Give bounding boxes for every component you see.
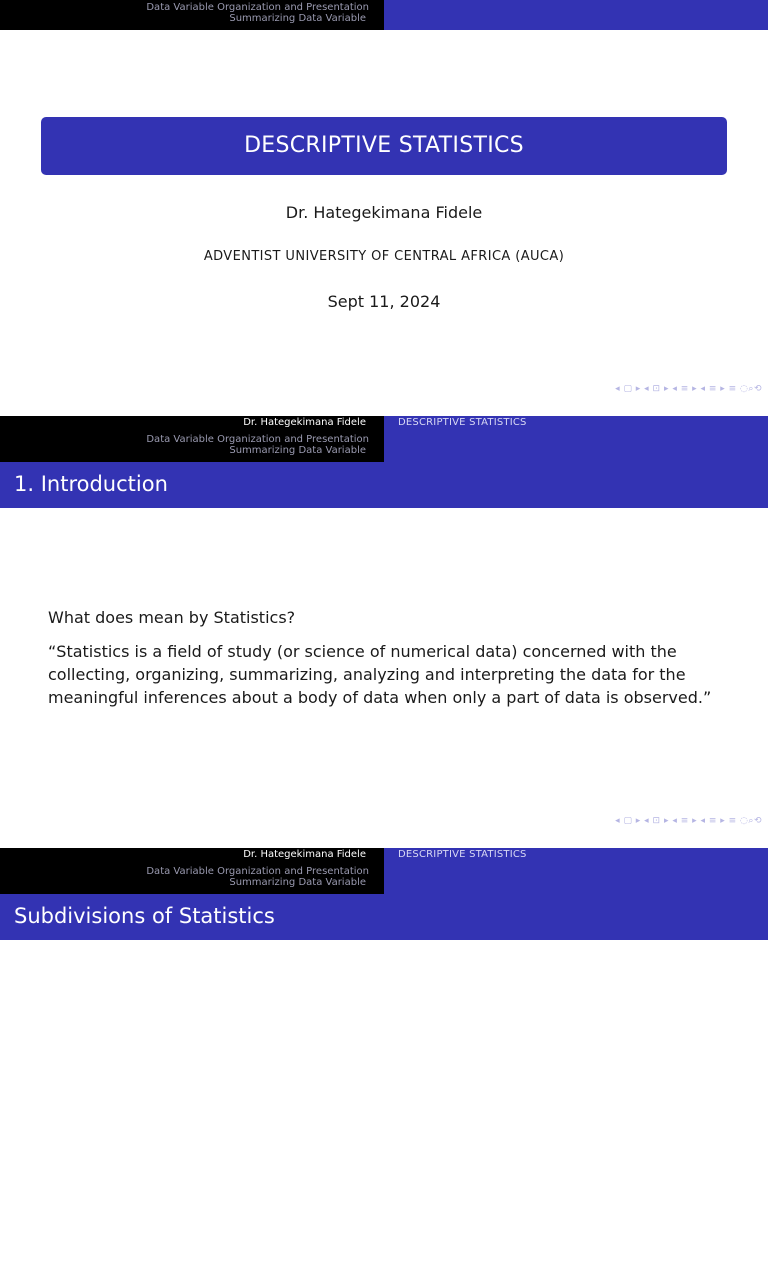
nav-section-organization[interactable]: Data Variable Organization and Presentation [146,2,369,13]
title-author: Dr. Hategekimana Fidele [285,203,483,222]
headline-bar [0,416,768,462]
title-date: Sept 11, 2024 [327,292,441,311]
title-box [41,117,727,175]
nav-section-summarizing[interactable]: Summarizing Data Variable [229,445,366,456]
headline-right [384,416,768,462]
slide-title [0,0,768,416]
headline-left [0,0,384,30]
frame-title: 1. Introduction [14,472,168,496]
headline-title: DESCRIPTIVE STATISTICS [398,417,527,428]
headline-bar [0,0,768,30]
headline-title: DESCRIPTIVE STATISTICS [398,849,527,860]
headline-bar [0,848,768,894]
nav-section-organization[interactable]: Data Variable Organization and Presentation [146,434,369,445]
headline-left [0,416,384,462]
frame-title-bar [0,462,768,508]
navigation-symbols[interactable]: ◂ ▢ ▸ ◂ ⊡ ▸ ◂ ≡ ▸ ◂ ≡ ▸ ≡ ◌⌕⟲ [615,816,762,826]
headline-author: Dr. Hategekimana Fidele [243,849,366,860]
title-institution: ADVENTIST UNIVERSITY OF CENTRAL AFRICA (AUCA) [203,249,565,264]
headline-author: Dr. Hategekimana Fidele [243,417,366,428]
frame-title-bar [0,894,768,940]
headline-right [384,848,768,894]
nav-section-summarizing[interactable]: Summarizing Data Variable [229,13,366,24]
presentation-title: DESCRIPTIVE STATISTICS [244,133,524,158]
headline-right [384,0,768,30]
frame-title: Subdivisions of Statistics [14,904,275,928]
slide-introduction [0,416,768,848]
question-text: What does mean by Statistics? [48,608,296,627]
headline-left [0,848,384,894]
navigation-symbols[interactable]: ◂ ▢ ▸ ◂ ⊡ ▸ ◂ ≡ ▸ ◂ ≡ ▸ ≡ ◌⌕⟲ [615,384,762,394]
slide-subdivisions [0,848,768,1280]
nav-section-organization[interactable]: Data Variable Organization and Presentation [146,866,369,877]
definition-text: “Statistics is a field of study (or science of numerical data) concerned with the collecting, organizing, summarizing, analyzing and interpreting the data for the meaningful inferences about a body of data when only a part of data is observed.” [48,642,712,707]
nav-section-summarizing[interactable]: Summarizing Data Variable [229,877,366,888]
